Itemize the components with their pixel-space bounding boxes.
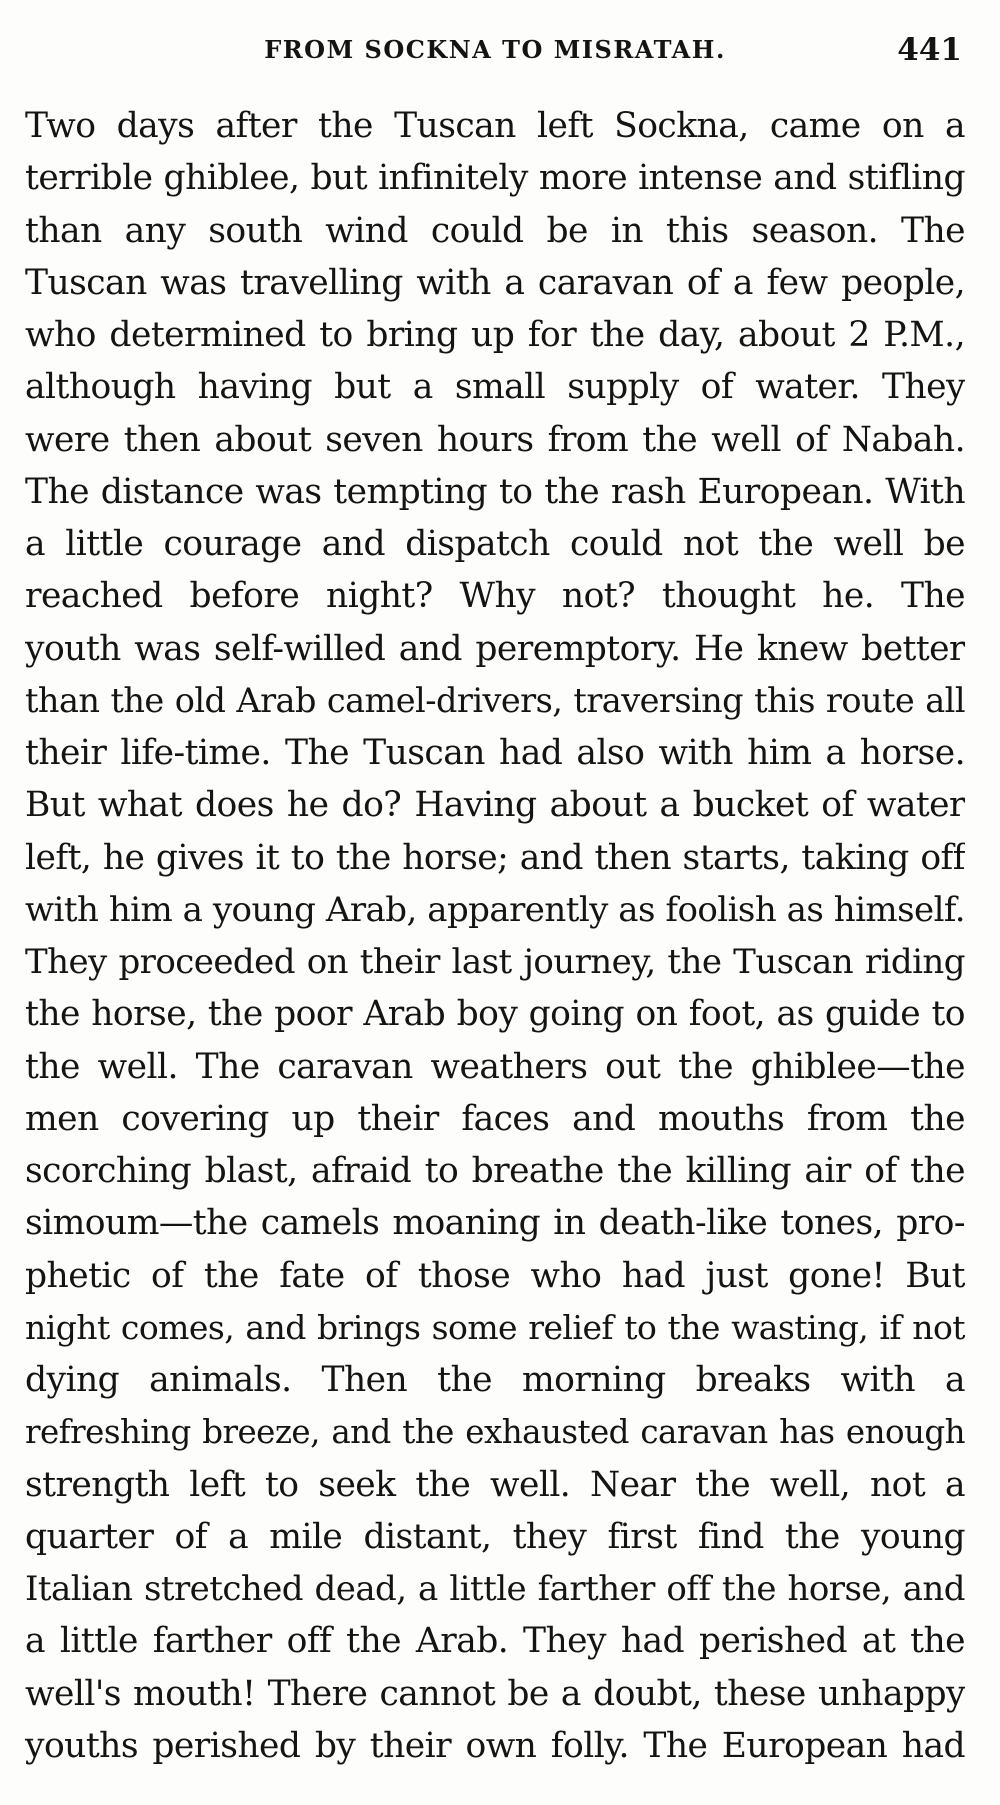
text-line: scorching blast, afraid to breathe the killing air of the: [25, 1151, 965, 1191]
text-line: youths perished by their own folly. The European had: [25, 1725, 965, 1766]
text-line: with him a young Arab, apparently as foolish as himself.: [25, 889, 965, 930]
running-title: FROM SOCKNA TO MISRATAH.: [264, 35, 726, 64]
body-text: [25, 100, 965, 1772]
text-line: men covering up their faces and mouths from the: [25, 1098, 965, 1139]
text-line: refreshing breeze, and the exhausted caravan has enough: [25, 1413, 965, 1452]
text-line: who determined to bring up for the day, about 2 P.M.,: [25, 315, 965, 355]
text-line: They proceeded on their last journey, the Tuscan riding: [25, 942, 965, 982]
text-line: a little courage and dispatch could not the well be: [25, 524, 965, 564]
running-head: [24, 28, 966, 72]
text-line: left, he gives it to the horse; and then starts, taking off: [25, 837, 965, 878]
text-line: strength left to seek the well. Near the well, not a: [25, 1464, 965, 1505]
text-line: The distance was tempting to the rash European. With: [25, 471, 965, 512]
text-line: quarter of a mile distant, they first find the young: [25, 1516, 965, 1557]
text-line: dying animals. Then the morning breaks with a: [25, 1360, 965, 1400]
text-line: youth was self-willed and peremptory. He knew better: [25, 628, 965, 669]
text-line: the well. The caravan weathers out the ghiblee—the: [25, 1046, 965, 1087]
text-line: a little farther off the Arab. They had perished at the: [25, 1621, 965, 1662]
text-line: night comes, and brings some relief to the wasting, if not: [25, 1307, 965, 1347]
text-line: than any south wind could be in this season. The: [25, 210, 965, 251]
text-line: although having but a small supply of water. They: [25, 367, 965, 408]
text-line: terrible ghiblee, but infinitely more intense and stifling: [25, 158, 965, 199]
text-line: Tuscan was travelling with a caravan of a few people,: [25, 262, 965, 303]
text-line: phetic of the fate of those who had just gone! But: [25, 1255, 965, 1296]
page-number: 441: [897, 32, 962, 68]
text-line: were then about seven hours from the well of Nabah.: [25, 419, 965, 460]
text-line: the horse, the poor Arab boy going on foot, as guide to: [25, 994, 965, 1035]
text-line: But what does he do? Having about a bucket of water: [25, 785, 965, 826]
text-line: Italian stretched dead, a little farther off the horse, and: [25, 1569, 965, 1609]
text-line: simoum—the camels moaning in death-like tones, pro-: [25, 1203, 965, 1244]
text-line: reached before night? Why not? thought he. The: [25, 576, 965, 617]
text-line: than the old Arab camel-drivers, traversing this route all: [25, 680, 965, 720]
text-line: Two days after the Tuscan left Sockna, came on a: [25, 106, 965, 146]
text-line: their life-time. The Tuscan had also with him a horse.: [25, 733, 965, 773]
text-line: well's mouth! There cannot be a doubt, these unhappy: [25, 1673, 965, 1714]
